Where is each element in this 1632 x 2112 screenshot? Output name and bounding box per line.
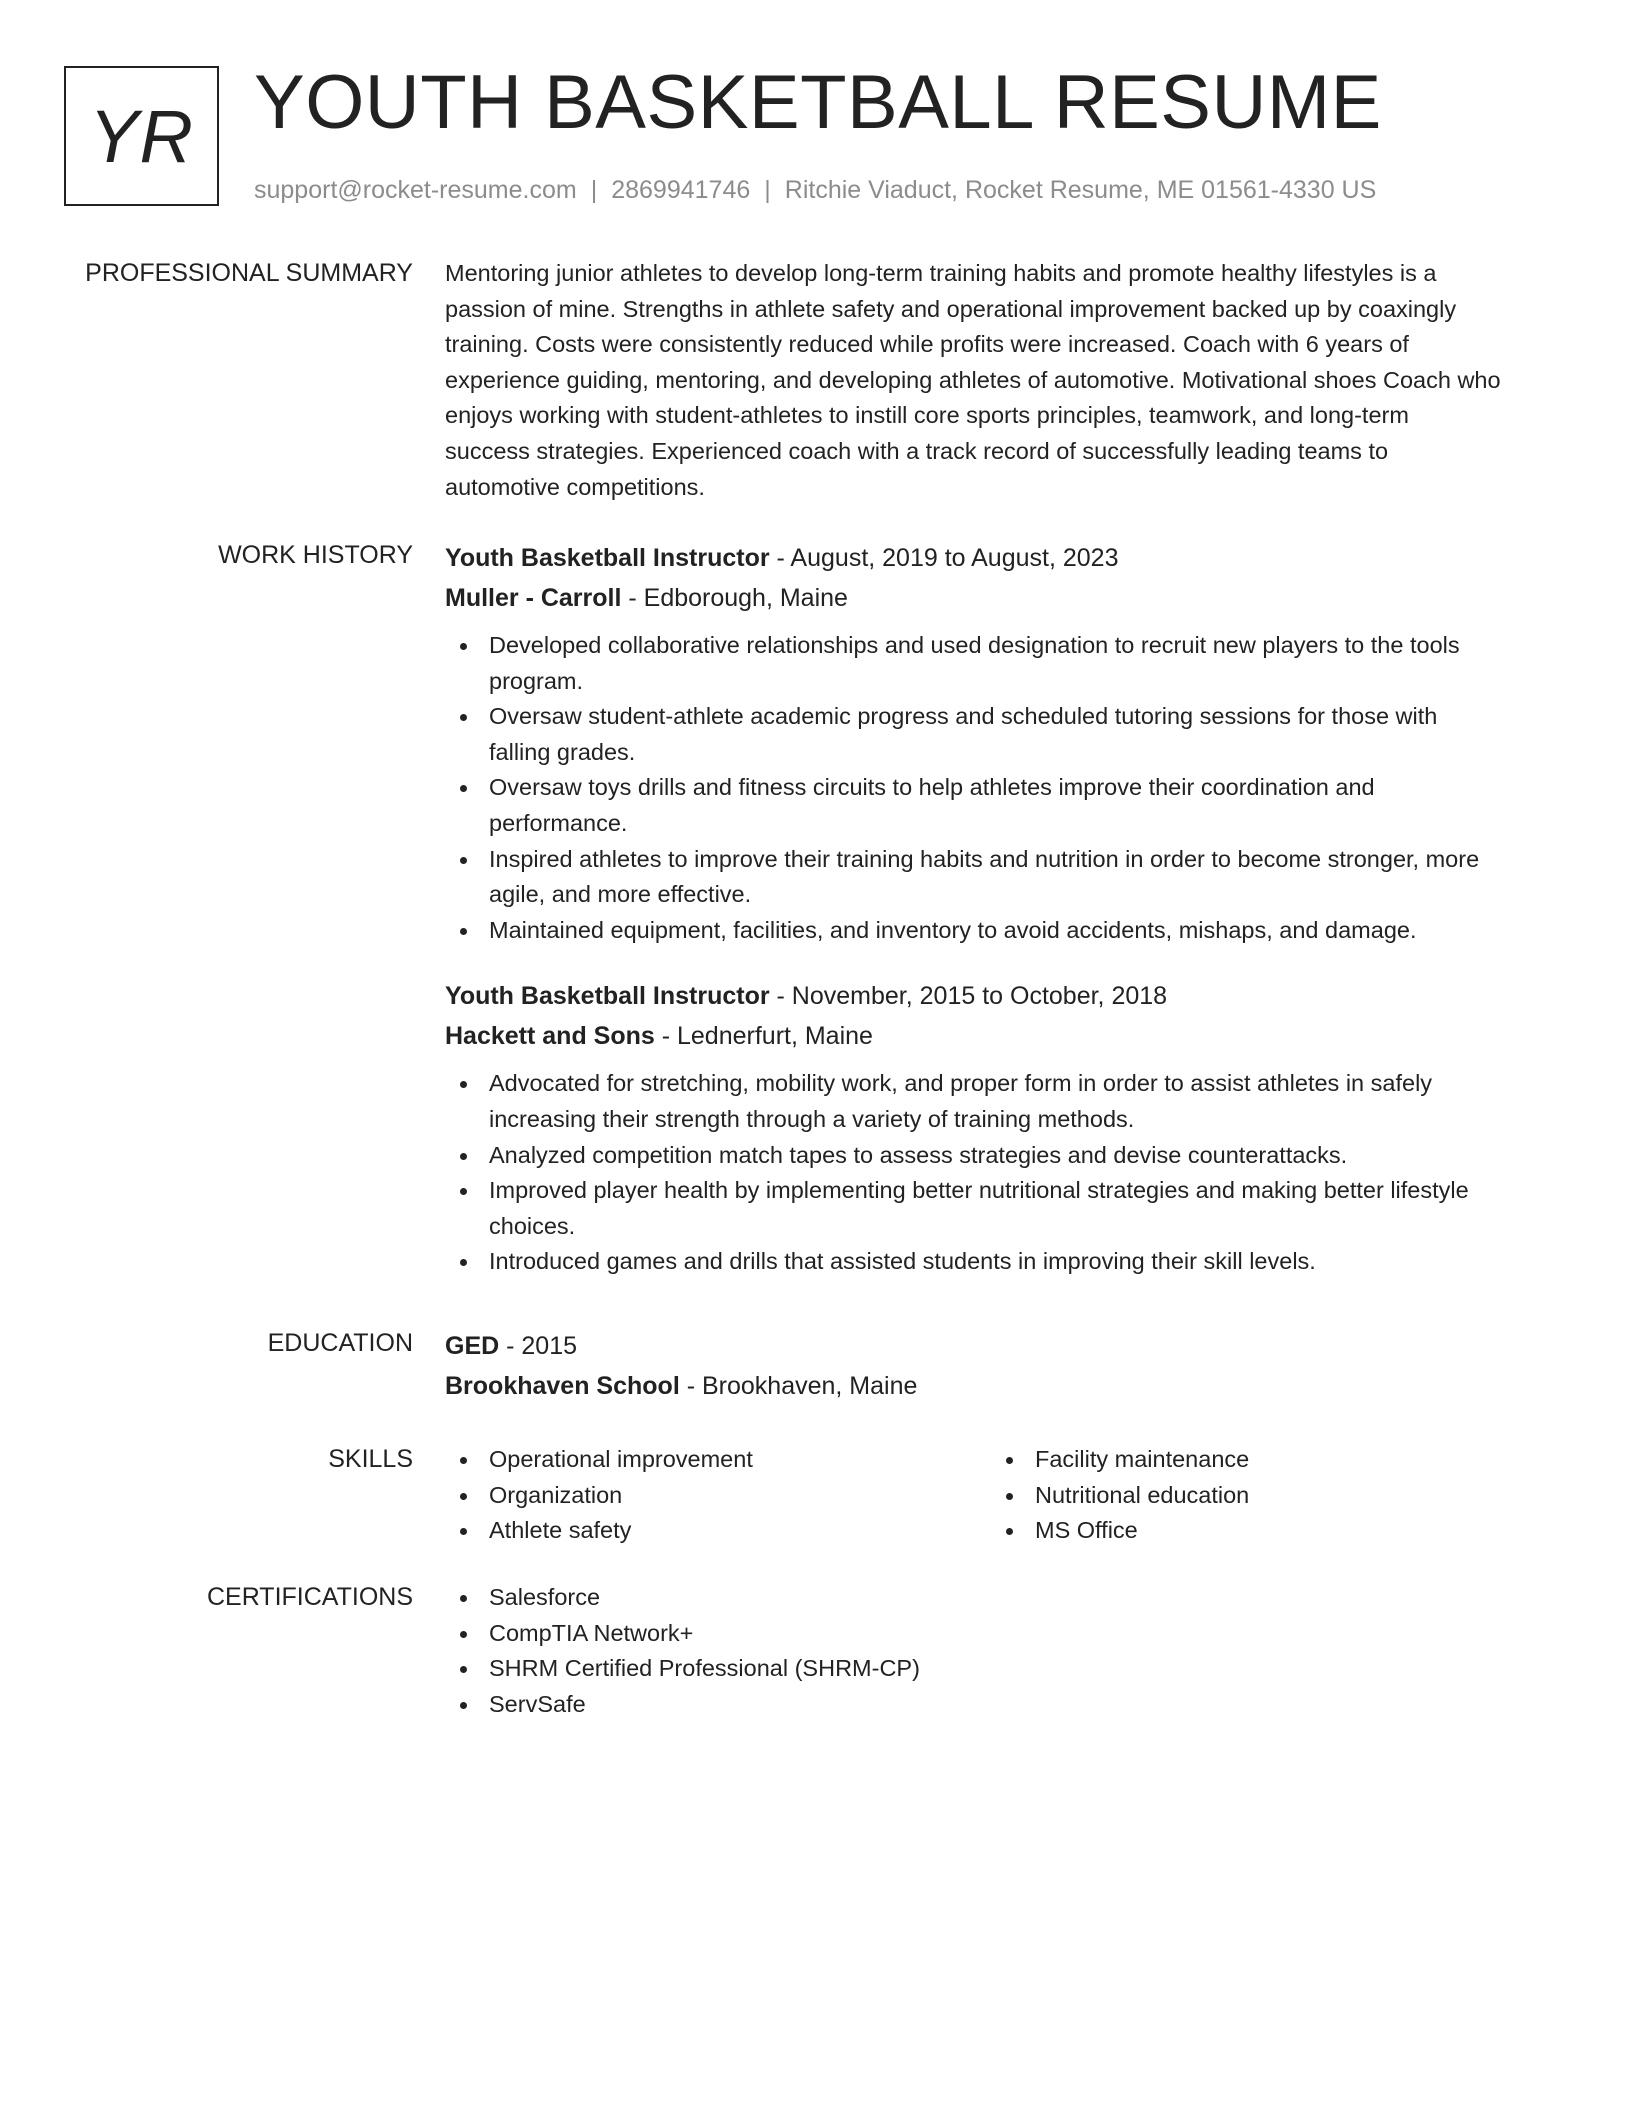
bullet-line: falling grades.	[489, 738, 636, 765]
job-company-line	[445, 578, 1560, 618]
education-body	[445, 1326, 1560, 1406]
summary-line: enjoys working with student-athletes to instill core sports principles, teamwork, and long-term	[445, 402, 1409, 429]
section-label-certifications: CERTIFICATIONS	[206, 1583, 413, 1611]
job-bullet	[445, 842, 1560, 913]
bullet-line: Oversaw toys drills and fitness circuits to help athletes improve their coordination and	[489, 774, 1375, 801]
bullet-line: Oversaw student-athlete academic progress and scheduled tutoring sessions for those with	[489, 703, 1438, 730]
bullet-line: Maintained equipment, facilities, and inventory to avoid accidents, mishaps, and damage.	[489, 916, 1417, 943]
skill-item: Nutritional education	[991, 1478, 1537, 1514]
job-company-line	[445, 1016, 1560, 1056]
job-bullet	[445, 770, 1560, 841]
job-entry	[445, 976, 1560, 1280]
job-dates: - November, 2015 to October, 2018	[769, 982, 1168, 1011]
summary-line: Mentoring junior athletes to develop long-term training habits and promote healthy lifestyles is a	[445, 260, 1437, 286]
contact-address: Ritchie Viaduct, Rocket Resume, ME 01561-4330 US	[784, 176, 1377, 204]
skill-item: Facility maintenance	[991, 1442, 1537, 1478]
job-bullet	[445, 1066, 1560, 1137]
skill-item: MS Office	[991, 1513, 1537, 1549]
job-title: Youth Basketball Instructor	[445, 982, 770, 1011]
job-location: - Lednerfurt, Maine	[654, 1022, 873, 1051]
job-dates: - August, 2019 to August, 2023	[769, 544, 1119, 572]
section-label-education: EDUCATION	[267, 1329, 413, 1357]
certification-item: CompTIA Network+	[445, 1616, 1560, 1652]
skill-item: Athlete safety	[445, 1513, 991, 1549]
bullet-line: Analyzed competition match tapes to assess strategies and devise counterattacks.	[489, 1141, 1348, 1168]
certification-item: Salesforce	[445, 1580, 1560, 1616]
contact-phone: 2869941746	[611, 176, 751, 204]
skill-item: Operational improvement	[445, 1442, 991, 1478]
contact-email: support@rocket-resume.com	[254, 176, 577, 204]
job-bullet	[445, 699, 1560, 770]
job-title-line	[445, 976, 1560, 1016]
skill-item: Organization	[445, 1478, 991, 1514]
certifications-body	[445, 1580, 1560, 1722]
bullet-line: increasing their strength through a variety of training methods.	[489, 1105, 1135, 1132]
bullet-line: Improved player health by implementing better nutritional strategies and making better lifestyle	[489, 1177, 1469, 1204]
summary-line: training. Costs were consistently reduced while profits were increased. Coach with 6 years of	[445, 331, 1409, 358]
job-bullet	[445, 1244, 1560, 1280]
monogram-text: YR	[89, 94, 194, 178]
job-bullets	[445, 1066, 1560, 1280]
contact-line	[254, 173, 1376, 207]
bullet-line: Inspired athletes to improve their training habits and nutrition in order to become stronger, more	[489, 845, 1480, 872]
skills-grid	[445, 1442, 1560, 1549]
job-bullet	[445, 1173, 1560, 1244]
contact-separator: |	[590, 176, 598, 204]
section-label-work-history: WORK HISTORY	[218, 541, 413, 569]
summary-line: automotive competitions.	[445, 473, 705, 500]
bullet-line: Introduced games and drills that assisted students in improving their skill levels.	[489, 1248, 1316, 1275]
job-title-line	[445, 538, 1560, 578]
job-bullet	[445, 913, 1560, 949]
skills-column-right	[991, 1442, 1537, 1549]
certifications-list	[445, 1580, 1560, 1722]
work-history-body	[445, 538, 1560, 1280]
bullet-line: performance.	[489, 809, 628, 836]
contact-separator: |	[764, 176, 771, 204]
bullet-line: agile, and more effective.	[489, 881, 752, 908]
skills-column-left	[445, 1442, 991, 1549]
job-title: Youth Basketball Instructor	[445, 544, 770, 572]
bullet-line: choices.	[489, 1212, 576, 1239]
section-label-summary: PROFESSIONAL SUMMARY	[85, 259, 413, 287]
certification-item: SHRM Certified Professional (SHRM-CP)	[445, 1651, 1560, 1687]
bullet-line: program.	[489, 667, 584, 694]
education-degree: GED	[445, 1332, 500, 1360]
education-school-line	[445, 1366, 1560, 1406]
section-label-skills: SKILLS	[328, 1445, 413, 1473]
education-degree-line	[445, 1326, 1560, 1366]
bullet-line: Advocated for stretching, mobility work, and proper form in order to assist athletes in safely	[489, 1070, 1433, 1097]
summary-line: success strategies. Experienced coach with a track record of successfully leading teams to	[445, 437, 1389, 464]
job-location: - Edborough, Maine	[621, 584, 848, 612]
skills-list	[991, 1442, 1537, 1549]
education-school: Brookhaven School	[445, 1372, 680, 1400]
job-company: Hackett and Sons	[445, 1022, 655, 1051]
summary-text	[445, 256, 1560, 505]
education-location: - Brookhaven, Maine	[679, 1372, 918, 1400]
job-entry	[445, 538, 1560, 948]
job-bullets	[445, 628, 1560, 948]
summary-line: experience guiding, mentoring, and developing athletes of automotive. Motivational shoes Coach who	[445, 366, 1501, 393]
skills-list	[445, 1442, 991, 1549]
page-title: YOUTH BASKETBALL RESUME	[254, 60, 1382, 145]
summary-line: passion of mine. Strengths in athlete safety and operational improvement backed up by coaxingly	[445, 295, 1457, 322]
job-bullet	[445, 1138, 1560, 1174]
job-bullet	[445, 628, 1560, 699]
job-company: Muller - Carroll	[445, 584, 622, 612]
summary-body	[445, 256, 1560, 505]
bullet-line: Developed collaborative relationships and used designation to recruit new players to the tools	[489, 632, 1460, 658]
education-year: - 2015	[499, 1332, 578, 1360]
skills-body	[445, 1442, 1560, 1549]
certification-item: ServSafe	[445, 1687, 1560, 1723]
monogram-logo	[64, 66, 219, 206]
